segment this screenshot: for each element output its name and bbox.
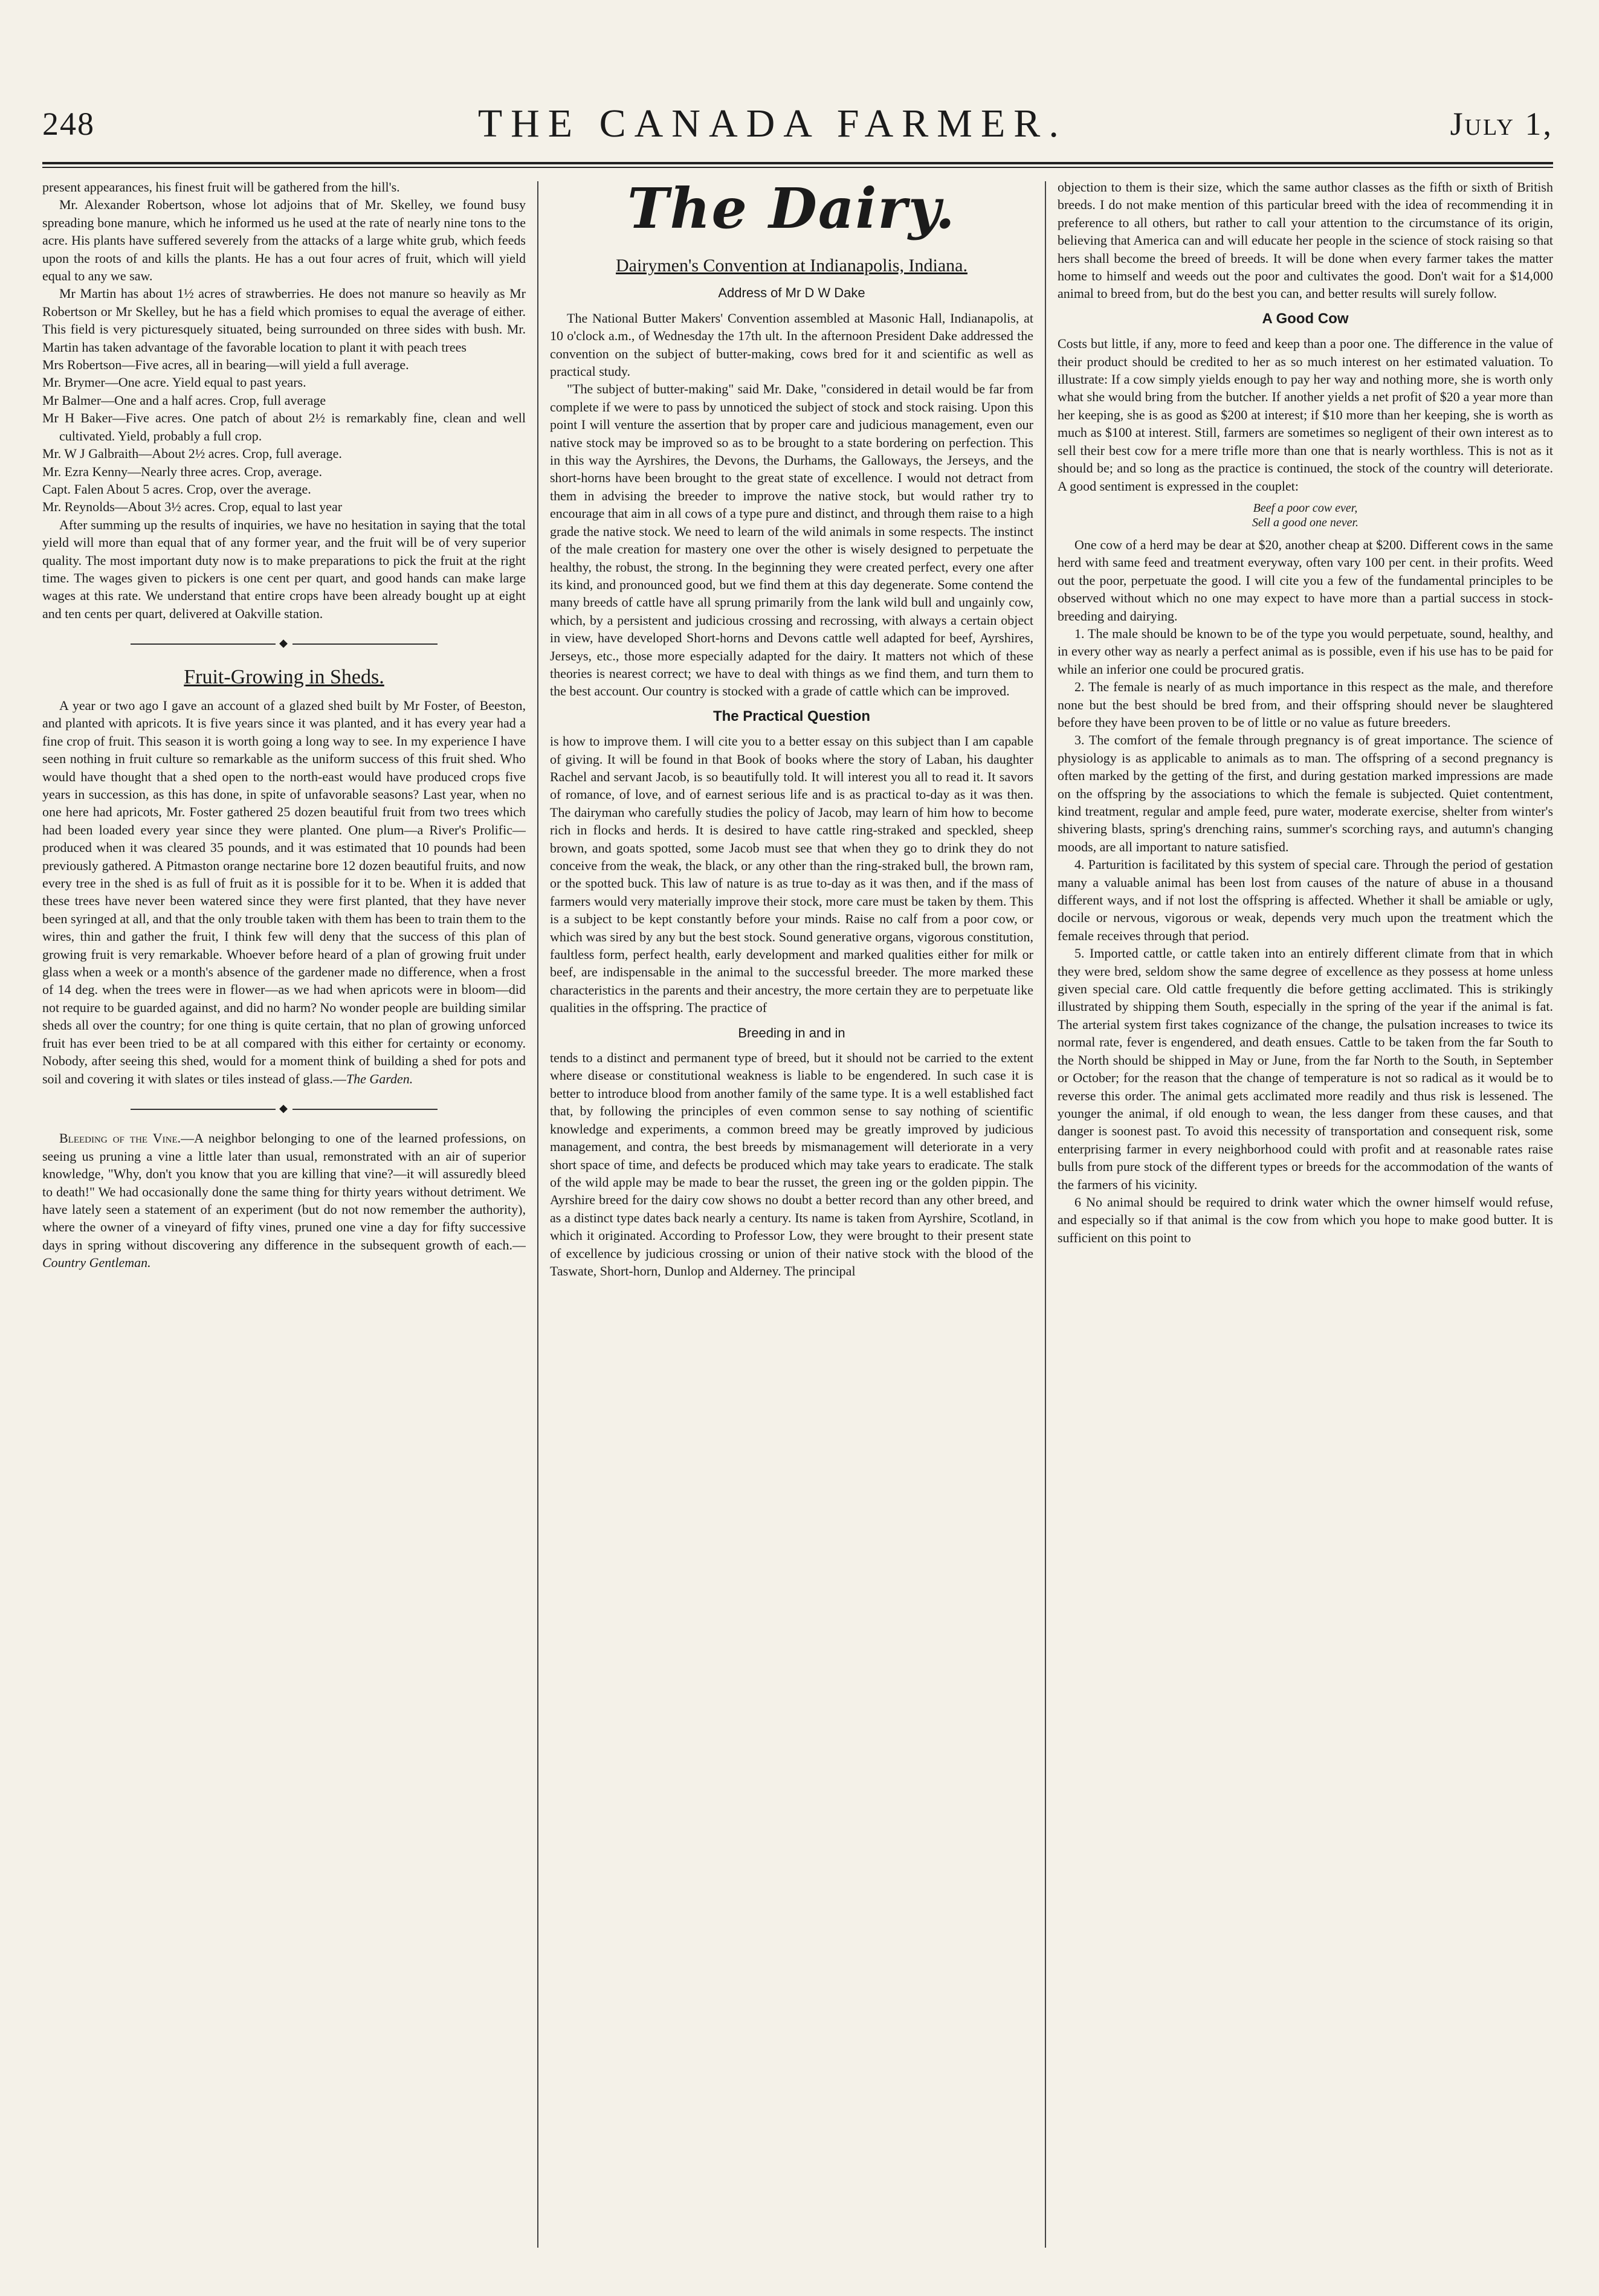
grower-entry: Mr Balmer—One and a half acres. Crop, full average <box>42 392 326 408</box>
grower-entry: Capt. Falen About 5 acres. Crop, over the average. <box>42 481 311 497</box>
grower-entry: Mr. Ezra Kenny—Nearly three acres. Crop, average. <box>42 463 323 479</box>
article-heading: Dairymen's Convention at Indianapolis, Indiana. <box>616 256 967 276</box>
numbered-principle: 1. The male should be known to be of the type you would perpetuate, sound, healthy, and in every other way as nearly a perfect animal as is possible, even if his use has to be paid for while an inferior one could be procured gratis. <box>1058 625 1553 677</box>
grower-entry: Mrs Robertson—Five acres, all in bearing—will yield a full average. <box>42 357 409 373</box>
masthead-title: THE CANADA FARMER. <box>477 102 1067 146</box>
couplet <box>1058 501 1553 530</box>
source-credit: The Garden. <box>346 1071 413 1086</box>
article-heading: Fruit-Growing in Sheds. <box>184 665 384 688</box>
article-text: Mr. Alexander Robertson, whose lot adjoins that of Mr. Skelley, we found busy spreading bone manure, which he informed us he used at the rate of nearly nine tons to the acre. His plants have suffered severely from the attacks of a large white grub, which feeds upon the roots of and kills the plants. He has a out four acres of fruit, which will yield equal to any we saw. <box>42 197 526 284</box>
article-text: The National Butter Makers' Convention assembled at Masonic Hall, Indianapolis, at 10 o'clock a.m., of Wednesday the 17th ult. In the afternoon President Dake addressed the convention on the subject of butter-making, cows bred for it and scientific as well as practical study. <box>550 310 1033 379</box>
article-subheading: Address of Mr D W Dake <box>718 285 865 301</box>
column-rule <box>537 181 538 2248</box>
couplet-line: Beef a poor cow ever, <box>1253 501 1358 515</box>
column-right <box>1058 178 1553 2257</box>
article-text: Mr Martin has about 1½ acres of strawberries. He does not manure so heavily as Mr Robertson or Mr Skelley, but he has a field which promises to equal the average of either. This field is very picturesquely situated, being surrounded on three sides with bush. Mr. Martin has taken advantage of the favorable location to plant it with peach trees <box>42 286 526 355</box>
article-text <box>42 1129 526 1271</box>
article-text: objection to them is their size, which the same author classes as the fifth or sixth of British breeds. I do not make mention of this particular breed with the idea of recommending it in preference to all others, but rather to call your attention to the circumstance of its origin, believing that America can and will educate her people in the science of stock raising so that hers shall become the breed of breeds. It will be done when every farmer takes the matter home to himself and weeds out the poor and cultivates the good. Don't wait for a $14,000 animal to breed from, but do the best you can, and better results will surely follow. <box>1058 179 1553 302</box>
grower-entry: Mr. Brymer—One acre. Yield equal to past years. <box>42 375 306 390</box>
newspaper-page <box>42 91 1553 2266</box>
numbered-principle: 5. Imported cattle, or cattle taken into an entirely different climate from that in which they were bred, seldom show the same degree of excellence as they possess at home unless given special care. Old cattle frequently die before getting acclimated. This is strikingly illustrated by shipping them South, especially in the spring of the year if the animal is fat. The arterial system first takes cognizance of the change, the pulsation increases to twice its normal rate, fever is engendered, and death ensues. Cattle to be taken from the far South to the North should be shipped in May or June, from the far North to the South, in September or October; for the reason that the change of temperature is not so radical as it would be to reverse this order. The animal gets acclimated more readily and thus risk is lessened. The younger the animal, if old enough to wean, the less danger from these causes, and that danger is soonest past. To avoid this necessity of transportation and consequent risk, some enterprising farmer in every neighborhood could with profit and at reasonable rates raise bulls from pure stock of the different types or breeds for the accommodation of the wants of the farmers of his vicinity. <box>1058 946 1553 1192</box>
article-text: After summing up the results of inquiries, we have no hesitation in saying that the total yield will more than equal that of any former year, and the fruit will be of very superior quality. The most important duty now is to make preparations to pick the fruit at the right time. The wages given to pickers is one cent per quart, and good hands can make large wages at this rate. We understand that entire crops have been already bought up at eight and ten cents per quart, delivered at Oakville station. <box>42 517 526 621</box>
article-body: —A neighbor belonging to one of the learned professions, on seeing us pruning a vine a little later than usual, remonstrated with an air of superior knowledge, "Why, don't you know that you are killing that vine?—it will assuredly bleed to death!" We had occasionally done the same thing for thirty years without detriment. We have lately seen a statement of an experiment (but do not now remember the authority), where the owner of a vineyard of fifty vines, pruned one vine a day for fifty successive days in spring without discovering any difference in the subsequent growth of each.— <box>42 1130 526 1253</box>
article-subheading: A Good Cow <box>1262 310 1349 327</box>
numbered-principle: 3. The comfort of the female through pregnancy is of great importance. The science of physiology is as applicable to animals as to man. The offspring of a second pregnancy is often marked by the getting of the first, and during gestation marked impressions are made on the offspring by the associations to which the female is subjected. Quiet contentment, kind treatment, regular and ample feed, pure water, moderate exercise, shelter from winter's shivering blasts, spring's drenching rains, summer's scorching rays, and autumn's changing moods, are all important to nature satisfied. <box>1058 732 1553 854</box>
article-text: One cow of a herd may be dear at $20, another cheap at $200. Different cows in the same herd with same feed and treatment everyway, often vary 100 per cent. in their profits. Weed out the poor, perpetuate the good. I will cite you a few of the fundamental principles to be observed without which no one may expect to have more than a partial success in stock-breeding and dairying. <box>1058 537 1553 624</box>
column-rule <box>1045 181 1046 2248</box>
grower-entry: Mr. W J Galbraith—About 2½ acres. Crop, full average. <box>42 446 342 462</box>
article-subheading: The Practical Question <box>712 708 871 724</box>
article-lead: Bleeding of the Vine. <box>59 1130 181 1146</box>
section-title: The Dairy. <box>627 178 956 241</box>
couplet-line: Sell a good one never. <box>1252 515 1359 529</box>
article-text: "The subject of butter-making" said Mr. Dake, "considered in detail would be far from complete if we were to pass by unnoticed the subject of stock and stock raising. Upon this point I will venture the assertion that by proper care and judicious management, even our native stock may be improved so as to be brought to a state bordering on perfection. This in this way the Ayrshires, the Devons, the Durhams, the Galloways, the Jerseys, and the short-horns have been brought to the great state of excellence. I would not detract from them in advising the breeder to improve the native stock, but would rather try to encourage that aim in all cows of a type pure and distinct, and through them raise to a high grade the native stock. We need to learn of the wild animals in some respects. The instinct of the male creation for mastery one over the other is wisely designed to perpetuate the healthy, the robust, the strong. In the beginning they were created perfect, every one after its kind, and pronounced good, but we find them at this day degenerate. Some contend the many breeds of cattle have all sprung primarily from the lank wild bull and ungainly cow, which, by a persistent and judicious crossing and recrossing, with always a certain object in view, have developed Short-horns and Devons cattle well adapted for beef, Ayrshires, Jerseys, etc., those more especially adapted for the dairy. It matters not which of these theories is nearest correct; we have to deal with things as we find them, and turn them to the best account. Our country is stocked with a grade of cattle which can be improved. <box>550 381 1033 699</box>
grower-entry: Mr. Reynolds—About 3½ acres. Crop, equal to last year <box>42 499 343 515</box>
grower-entry: Mr H Baker—Five acres. One patch of about 2½ is remarkably fine, clean and well cultivated. Yield, probably a full crop. <box>42 410 526 443</box>
article-text: present appearances, his finest fruit will be gathered from the hill's. <box>42 179 400 195</box>
source-credit: Country Gentleman. <box>42 1255 151 1271</box>
header-rule <box>42 162 1553 168</box>
article-text: tends to a distinct and permanent type of breed, but it should not be carried to the extent where disease or constitutional weakness is liable to be engendered. In such case it is better to introduce blood from another family of the same type. It is a well established fact that, by following the principles of even common sense to say nothing of scientific knowledge and experiments, a common breed may be greatly improved by judicious management, and contra, the best breeds by mismanagement will deteriorate in a very short space of time, and defects be produced which may take years to eradicate. The stalk of the wild apple may be made to bear the russet, the green ing or the golden pippin. The Ayrshire breed for the dairy cow shows no doubt a better record than any other breed, and as a distinct type dates back nearly a century. Its name is taken from Ayrshire, Scotland, in which it originated. According to Professor Low, they were brought to their present state of excellence by judicious crossing or union of their native stock with the blood of the Taswate, Short-horn, Dunlop and Alderney. The principal <box>550 1050 1033 1279</box>
section-divider: ◆ <box>42 634 526 652</box>
article-text: Costs but little, if any, more to feed and keep than a poor one. The difference in the value of their product should be credited to her as so much interest on her estimated valuation. To illustrate: If a cow simply yields enough to pay her way and nothing more, she is worth only what she would bring from the butcher. If another yields a net profit of $20 a year more than her keeping, she is as good as $200 at interest; if $10 more than her keeping, she is worth as much as $100 at interest. Still, farmers are sometimes so negligent of their own interest as to sell their best cow for a mere trifle more than one that is nearly worthless. This is not as it should be; and so long as the practice is continued, the stock of the country will deteriorate. A good sentiment is expressed in the couplet: <box>1058 336 1553 494</box>
issue-date: July 1, <box>1450 106 1553 142</box>
column-middle <box>550 178 1033 2257</box>
numbered-principle: 4. Parturition is facilitated by this system of special care. Through the period of gestation many a valuable animal has been lost from causes of the nature of abuse in a thousand different ways, and if not lost the offspring is affected. Whether it shall be amiable or ugly, docile or nervous, vigorous or weak, depends very much upon the treatment which the female receives through that period. <box>1058 857 1553 943</box>
numbered-principle: 6 No animal should be required to drink water which the owner himself would refuse, and especially so if that animal is the cow from which you hope to make good butter. It is sufficient on this point to <box>1058 1194 1553 1245</box>
article-text: is how to improve them. I will cite you to a better essay on this subject than I am capable of giving. It will be found in that Book of books where the story of Laban, his daughter Rachel and servant Jacob, is so beautifully told. It will interest you all to read it. It savors of romance, of love, and of earnest serious life and is as practical to-day as it was then. The dairyman who carefully studies the policy of Jacob, may learn of him how to become rich in flocks and herds. It is desired to have cattle ring-straked and speckled, sheep brown, and goats spotted, some Jacob must see that when they go to drink they do not conceive from the weak, the black, or any other than the ring-straked bull, the brown ram, or the spotted buck. This law of nature is as true to-day as it was then, and if the mass of farmers would very materially improve their stock, more care must be taken by them. This is a subject to be kept constantly before your minds. Raise no calf from a poor cow, or which was sired by any but the best stock. Sound generative organs, vigorous constitution, faultless form, perfect health, early development and marked qualities either for milk or beef, are indispensable in the animal to the successful breeder. The more marked these characteristics in the parents and their ancestry, the more certain they are to perpetuate like qualities in the offspring. The practice of <box>550 734 1033 1016</box>
page-header <box>42 91 1553 157</box>
numbered-principle: 2. The female is nearly of as much importance in this respect as the male, and therefore none but the best should be bred from, and their offspring should never be slaughtered before they have been proven to be of little or no value as future breeders. <box>1058 679 1553 730</box>
article-body: A year or two ago I gave an account of a glazed shed built by Mr Foster, of Beeston, and planted with apricots. It is five years since it was planted, and it has every year had a fine crop of fruit. This season it is worth going a long way to see. In my experience I have seen nothing in fruit culture so remarkable as the uniform success of this fruit shed. Who would have thought that a shed open to the north-east would have produced crops five years in succession, as this has done, in spite of unfavorable seasons? Last year, when no one here had apricots, Mr. Foster gathered 25 dozen beautiful fruit from two trees which had been loaded every year since they were planted. One plum—a River's Prolific—produced when it was cleared 35 pounds, and it was estimated that 10 pounds had been previously gathered. A Pitmaston orange nectarine bore 12 dozen beautiful fruits, and now every tree in the shed is as full of fruit as it is possible for it to be. When it is added that these trees have never been watered since they were first planted, that they have never been syringed at all, and that the only trouble taken with them has been to train them to the wires, thin and gather the fruit, I think few will deny that the success of this plan of growing fruit is very remarkable. Whoever before heard of a plan of growing fruit under glass when a week or a month's absence of the gardener made no difference, when a frost of 14 deg. when the trees were in flower—as we had when apricots were in bloom—did not require to be guarded against, and did no harm? No wonder people are building similar sheds all over the country; for one thing is quite certain, that no plan of growing unforced fruit has ever been tried to be at all compared with this either for certainty or economy. Nobody, after seeing this shed, would for a moment think of building a shed for pots and soil and covering it with slates or tiles instead of glass.— <box>42 697 526 1086</box>
article-text <box>42 697 526 1088</box>
section-divider: ◆ <box>42 1100 526 1117</box>
column-left <box>42 178 526 2257</box>
article-subheading: Breeding in and in <box>738 1025 845 1040</box>
page-number: 248 <box>42 106 95 142</box>
